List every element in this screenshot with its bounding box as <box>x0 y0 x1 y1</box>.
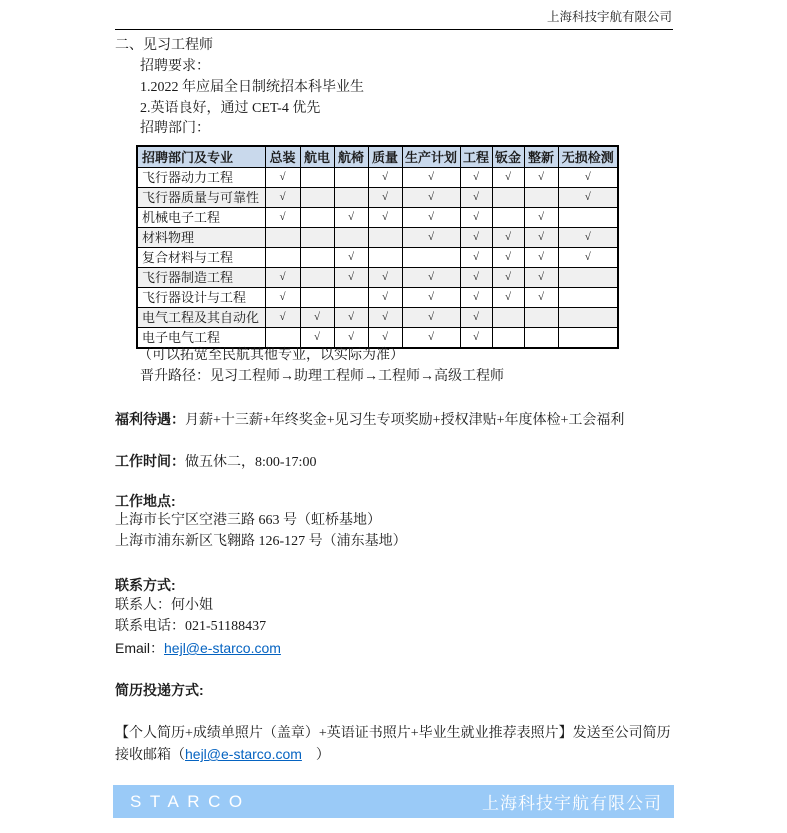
section-title: 二、见习工程师 <box>115 38 213 53</box>
table-cell-major: 电气工程及其自动化 <box>137 308 265 328</box>
table-cell-empty <box>402 248 460 268</box>
table-cell-empty <box>492 328 524 349</box>
table-cell-empty <box>300 228 334 248</box>
resume-instruction-line-2 <box>115 744 330 766</box>
table-cell-major: 飞行器质量与可靠性 <box>137 188 265 208</box>
table-cell-empty <box>300 188 334 208</box>
resume-email-link[interactable]: hejl@e-starco.com <box>185 746 302 762</box>
table-cell-check: √ <box>524 228 558 248</box>
table-cell-check: √ <box>334 328 368 349</box>
contact-person: 联系人：何小姐 <box>115 598 213 613</box>
footer-banner <box>113 785 674 818</box>
resume-submission-label: 简历投递方式: <box>115 682 204 698</box>
table-cell-check: √ <box>402 288 460 308</box>
requirement-item-1: 1.2022 年应届全日制统招本科毕业生 <box>140 80 364 95</box>
table-header-dept: 工程 <box>460 146 492 168</box>
contact-email-link[interactable]: hejl@e-starco.com <box>164 640 281 656</box>
table-cell-empty <box>558 208 618 228</box>
table-cell-check: √ <box>492 248 524 268</box>
table-row <box>137 328 618 349</box>
table-cell-empty <box>492 208 524 228</box>
table-cell-check: √ <box>402 168 460 188</box>
table-cell-check: √ <box>524 268 558 288</box>
work-location-label: 工作地点: <box>115 493 176 509</box>
table-cell-major: 飞行器设计与工程 <box>137 288 265 308</box>
table-header-dept: 无损检测 <box>558 146 618 168</box>
table-cell-check: √ <box>402 228 460 248</box>
header-rule <box>115 29 673 30</box>
table-cell-check: √ <box>558 228 618 248</box>
table-cell-check: √ <box>300 308 334 328</box>
table-header-row <box>137 146 618 168</box>
table-cell-check: √ <box>368 268 402 288</box>
table-cell-check: √ <box>460 188 492 208</box>
table-cell-check: √ <box>265 268 300 288</box>
table-cell-empty <box>558 268 618 288</box>
table-cell-empty <box>300 168 334 188</box>
work-location-address-1: 上海市长宁区空港三路 663 号（虹桥基地） <box>115 513 381 528</box>
work-time-line <box>115 453 316 471</box>
table-cell-check: √ <box>524 168 558 188</box>
table-header-dept: 航电 <box>300 146 334 168</box>
table-header-dept: 质量 <box>368 146 402 168</box>
requirements-label: 招聘要求： <box>140 59 210 74</box>
benefits-text: 月薪+十三薪+年终奖金+见习生专项奖励+授权津贴+年度体检+工会福利 <box>185 413 625 428</box>
resume-email-prefix: 接收邮箱（ <box>115 748 185 763</box>
table-cell-empty <box>558 328 618 349</box>
departments-label: 招聘部门： <box>140 121 210 136</box>
table-cell-empty <box>334 168 368 188</box>
table-header-dept: 生产计划 <box>402 146 460 168</box>
table-cell-empty <box>334 288 368 308</box>
table-cell-check: √ <box>460 248 492 268</box>
table-cell-check: √ <box>558 168 618 188</box>
departments-table <box>136 145 619 349</box>
work-time-label: 工作时间： <box>115 453 185 469</box>
table-row <box>137 168 618 188</box>
table-row <box>137 288 618 308</box>
table-row <box>137 228 618 248</box>
table-cell-empty <box>300 248 334 268</box>
table-cell-check: √ <box>460 168 492 188</box>
table-cell-empty <box>368 228 402 248</box>
table-cell-check: √ <box>368 188 402 208</box>
table-cell-check: √ <box>368 288 402 308</box>
table-cell-check: √ <box>265 208 300 228</box>
table-cell-check: √ <box>402 328 460 349</box>
table-cell-empty <box>265 228 300 248</box>
contact-phone: 联系电话：021-51188437 <box>115 619 267 634</box>
table-cell-check: √ <box>300 328 334 349</box>
table-row <box>137 308 618 328</box>
benefits-label: 福利待遇： <box>115 411 185 427</box>
table-cell-check: √ <box>368 208 402 228</box>
table-cell-check: √ <box>492 288 524 308</box>
table-cell-empty <box>368 248 402 268</box>
table-cell-check: √ <box>492 228 524 248</box>
table-cell-empty <box>524 308 558 328</box>
table-cell-check: √ <box>492 268 524 288</box>
table-cell-check: √ <box>368 168 402 188</box>
resume-instruction-line-1: 【个人简历+成绩单照片（盖章）+英语证书照片+毕业生就业推荐表照片】发送至公司简历 <box>115 726 671 741</box>
table-cell-check: √ <box>334 248 368 268</box>
resume-email-suffix: ） <box>301 748 330 763</box>
table-cell-check: √ <box>460 268 492 288</box>
table-cell-check: √ <box>524 248 558 268</box>
table-cell-empty <box>492 188 524 208</box>
table-cell-check: √ <box>524 288 558 308</box>
work-time-text: 做五休二，8:00-17:00 <box>185 455 317 470</box>
table-row <box>137 248 618 268</box>
table-cell-major: 飞行器制造工程 <box>137 268 265 288</box>
table-cell-check: √ <box>402 308 460 328</box>
table-header-dept: 钣金 <box>492 146 524 168</box>
table-header-dept: 航椅 <box>334 146 368 168</box>
table-cell-empty <box>265 328 300 349</box>
contact-label: 联系方式: <box>115 577 176 593</box>
promotion-path: 晋升路径：见习工程师→助理工程师→工程师→高级工程师 <box>140 369 504 384</box>
table-row <box>137 188 618 208</box>
footer-company-name: 上海科技宇航有限公司 <box>482 794 662 813</box>
footer-brand-logo: STARCO <box>130 791 251 811</box>
table-cell-check: √ <box>402 208 460 228</box>
table-cell-check: √ <box>460 288 492 308</box>
table-cell-check: √ <box>460 308 492 328</box>
table-cell-empty <box>492 308 524 328</box>
table-cell-major: 材料物理 <box>137 228 265 248</box>
table-cell-check: √ <box>334 308 368 328</box>
table-cell-check: √ <box>265 308 300 328</box>
table-cell-empty <box>300 288 334 308</box>
table-cell-check: √ <box>368 308 402 328</box>
table-header-dept: 总装 <box>265 146 300 168</box>
table-cell-empty <box>300 208 334 228</box>
table-cell-empty <box>558 288 618 308</box>
table-cell-check: √ <box>558 188 618 208</box>
table-cell-check: √ <box>460 328 492 349</box>
table-cell-check: √ <box>558 248 618 268</box>
contact-email-line <box>115 640 281 658</box>
table-cell-check: √ <box>368 328 402 349</box>
table-cell-check: √ <box>334 268 368 288</box>
work-location-address-2: 上海市浦东新区飞翱路 126-127 号（浦东基地） <box>115 534 407 549</box>
table-cell-empty <box>334 228 368 248</box>
table-cell-check: √ <box>402 188 460 208</box>
table-cell-check: √ <box>265 188 300 208</box>
table-cell-major: 飞行器动力工程 <box>137 168 265 188</box>
table-cell-empty <box>524 188 558 208</box>
departments-table-container <box>136 145 619 349</box>
table-cell-major: 复合材料与工程 <box>137 248 265 268</box>
table-header-major: 招聘部门及专业 <box>137 146 265 168</box>
table-cell-major: 电子电气工程 <box>137 328 265 349</box>
table-cell-empty <box>558 308 618 328</box>
table-note: （可以拓宽至民航其他专业，以实际为准） <box>138 348 404 363</box>
table-cell-check: √ <box>460 228 492 248</box>
page-header-company-name: 上海科技宇航有限公司 <box>546 10 672 24</box>
table-cell-empty <box>300 268 334 288</box>
table-cell-empty <box>334 188 368 208</box>
table-cell-check: √ <box>265 168 300 188</box>
table-row <box>137 208 618 228</box>
requirement-item-2: 2.英语良好，通过 CET-4 优先 <box>140 101 321 116</box>
table-cell-check: √ <box>402 268 460 288</box>
table-cell-check: √ <box>334 208 368 228</box>
table-header-dept: 整新 <box>524 146 558 168</box>
benefits-line <box>115 411 624 429</box>
table-cell-check: √ <box>524 208 558 228</box>
table-cell-check: √ <box>492 168 524 188</box>
email-label: Email： <box>115 640 165 656</box>
table-cell-check: √ <box>460 208 492 228</box>
table-cell-major: 机械电子工程 <box>137 208 265 228</box>
table-cell-check: √ <box>265 288 300 308</box>
table-cell-empty <box>524 328 558 349</box>
table-cell-empty <box>265 248 300 268</box>
table-row <box>137 268 618 288</box>
